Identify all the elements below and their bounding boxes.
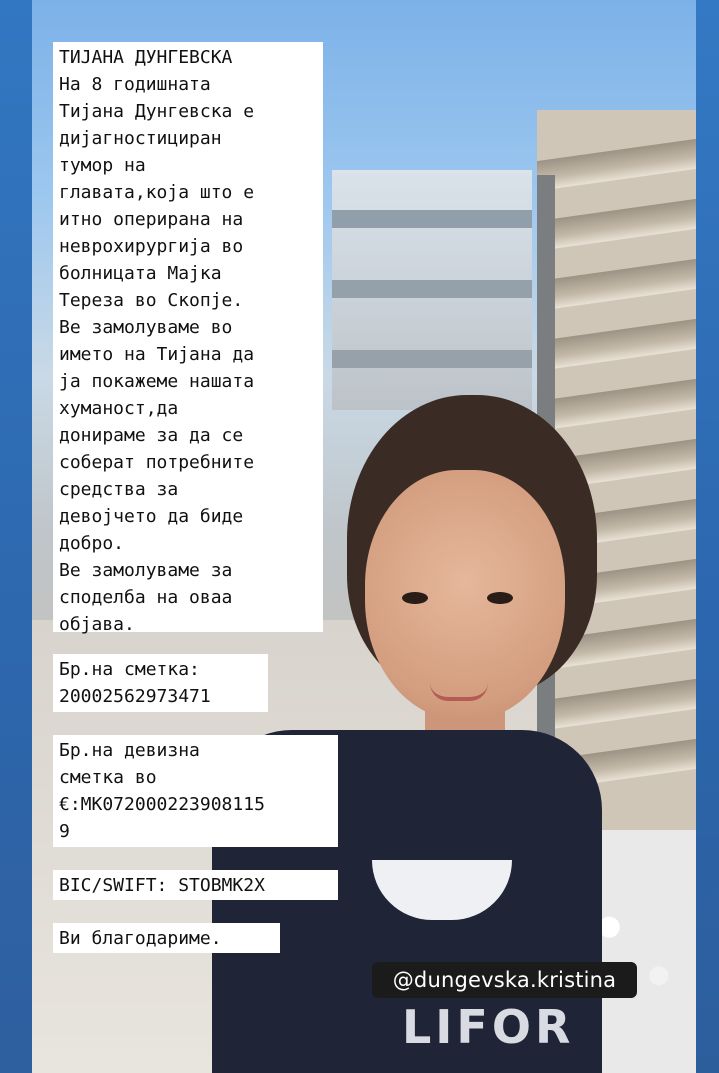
- thanks-box: Ви благодариме.: [53, 923, 280, 953]
- frame-right-edge: [696, 0, 719, 1073]
- foreign-account-box: Бр.на девизна сметка во €:MK072000223908115 9: [53, 735, 338, 847]
- bic-swift-box: BIC/SWIFT: STOBMK2X: [53, 870, 338, 900]
- girl-eye-left: [402, 592, 428, 604]
- background-building: [332, 170, 532, 410]
- shirt-print: LIFOR: [402, 1000, 575, 1054]
- mention-sticker[interactable]: @dungevska.kristina: [372, 962, 637, 998]
- girl-smile: [430, 683, 488, 701]
- account-number-box: Бр.на сметка: 20002562973471: [53, 654, 268, 712]
- frame-left-edge: [0, 0, 32, 1073]
- girl-eye-right: [487, 592, 513, 604]
- appeal-text-box: ТИЈАНА ДУНГЕВСКА На 8 годишната Тијана Дунгевска е дијагностициран тумор на главата,која што е итно оперирана на неврохирургија во болницата Мајка Тереза во Скопје. Ве замолуваме во името на Тијана да ја покажеме нашата хуманост,да донираме за да се соберат потребните средства за девојчето да биде добро. Ве замолуваме за споделба на оваа објава.: [53, 42, 323, 632]
